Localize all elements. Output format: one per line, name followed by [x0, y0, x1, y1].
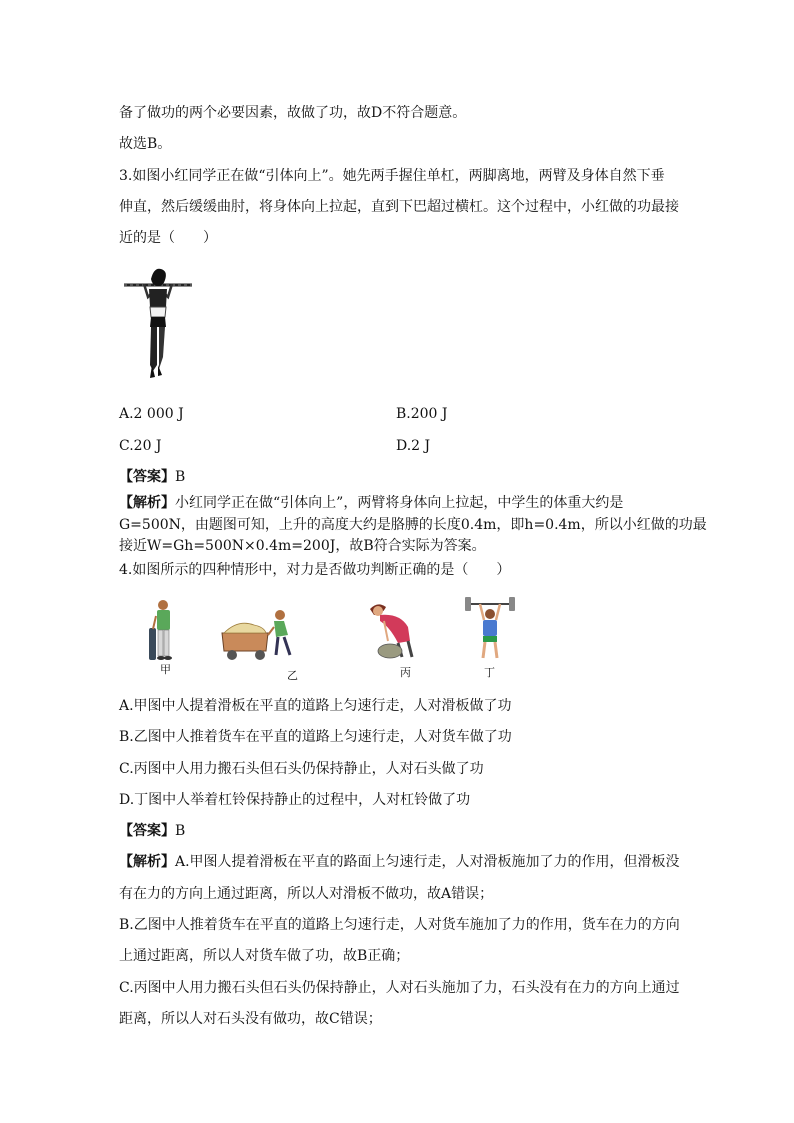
caption-bing: 丙 [400, 666, 411, 679]
pull-up-figure [124, 265, 194, 380]
q4-analysis-line-5: C.丙图中人用力搬石头但石头仍保持静止，人对石头施加了力，石头没有在力的方向上通过 [119, 980, 680, 996]
q4-option-c: C.丙图中人用力搬石头但石头仍保持静止，人对石头做了功 [119, 761, 484, 777]
q3-stem-line-1: 3.如图小红同学正在做“引体向上”。她先两手握住单杠，两脚离地，两臂及身体自然下垂 [119, 168, 665, 184]
q4-stem: 4.如图所示的四种情形中，对力是否做功判断正确的是（ ） [119, 562, 511, 578]
analysis-tag: 【解析】 [119, 495, 175, 511]
q4-option-a: A.甲图中人提着滑板在平直的道路上匀速行走，人对滑板做了功 [119, 698, 512, 714]
q4-option-d: D.丁图中人举着杠铃保持静止的过程中，人对杠铃做了功 [119, 792, 471, 808]
analysis-text: A.甲图人提着滑板在平直的路面上匀速行走，人对滑板施加了力的作用，但滑板没 [175, 854, 680, 870]
q4-option-b: B.乙图中人推着货车在平直的道路上匀速行走，人对货车做了功 [119, 729, 512, 745]
analysis-text: 小红同学正在做“引体向上”，两臂将身体向上拉起，中学生的体重大约是 [175, 495, 624, 511]
q3-analysis-line-2: G=500N，由题图可知，上升的高度大约是胳膊的长度0.4m，即h=0.4m，所以小红做的功最 [119, 517, 707, 533]
caption-jia: 甲 [160, 663, 171, 676]
prev-line-2: 故选B。 [119, 136, 172, 152]
q4-analysis-line-6: 距离，所以人对石头没有做功，故C错误； [119, 1011, 382, 1027]
answer-tag: 【答案】 [119, 469, 175, 485]
figure-ding-barbell [464, 594, 516, 664]
q3-analysis-line-3: 接近W=Gh=500N×0.4m=200J，故B符合实际为答案。 [119, 538, 486, 554]
figure-bing-stone [362, 601, 422, 661]
figure-yi-cart [218, 605, 300, 663]
q4-answer [119, 821, 185, 841]
q3-stem-line-3: 近的是（ ） [119, 230, 217, 246]
prev-line-1: 备了做功的两个必要因素，故做了功，故D不符合题意。 [119, 105, 467, 121]
q3-option-a: A.2 000 J [119, 406, 184, 422]
q3-option-d: D.2 J [396, 438, 431, 454]
answer-tag: 【答案】 [119, 823, 175, 839]
q4-analysis-line-2: 有在力的方向上通过距离，所以人对滑板不做功，故A错误； [119, 886, 494, 902]
caption-yi: 乙 [287, 669, 298, 682]
q3-answer [119, 467, 185, 487]
q3-analysis-line-1 [119, 493, 623, 513]
answer-value: B [175, 823, 186, 839]
q4-analysis-line-4: 上通过距离，所以人对货车做了功，故B正确； [119, 948, 410, 964]
analysis-tag: 【解析】 [119, 854, 175, 870]
answer-value: B [175, 469, 186, 485]
caption-ding: 丁 [484, 666, 495, 679]
q4-analysis-line-1 [119, 852, 680, 872]
q4-analysis-line-3: B.乙图中人推着货车在平直的道路上匀速行走，人对货车施加了力的作用，货车在力的方向 [119, 917, 680, 933]
q3-stem-line-2: 伸直，然后缓缓曲肘，将身体向上拉起，直到下巴超过横杠。这个过程中，小红做的功最接 [119, 199, 679, 215]
figure-jia-skateboard [146, 598, 182, 666]
q3-option-c: C.20 J [119, 438, 162, 454]
q3-option-b: B.200 J [396, 406, 448, 422]
